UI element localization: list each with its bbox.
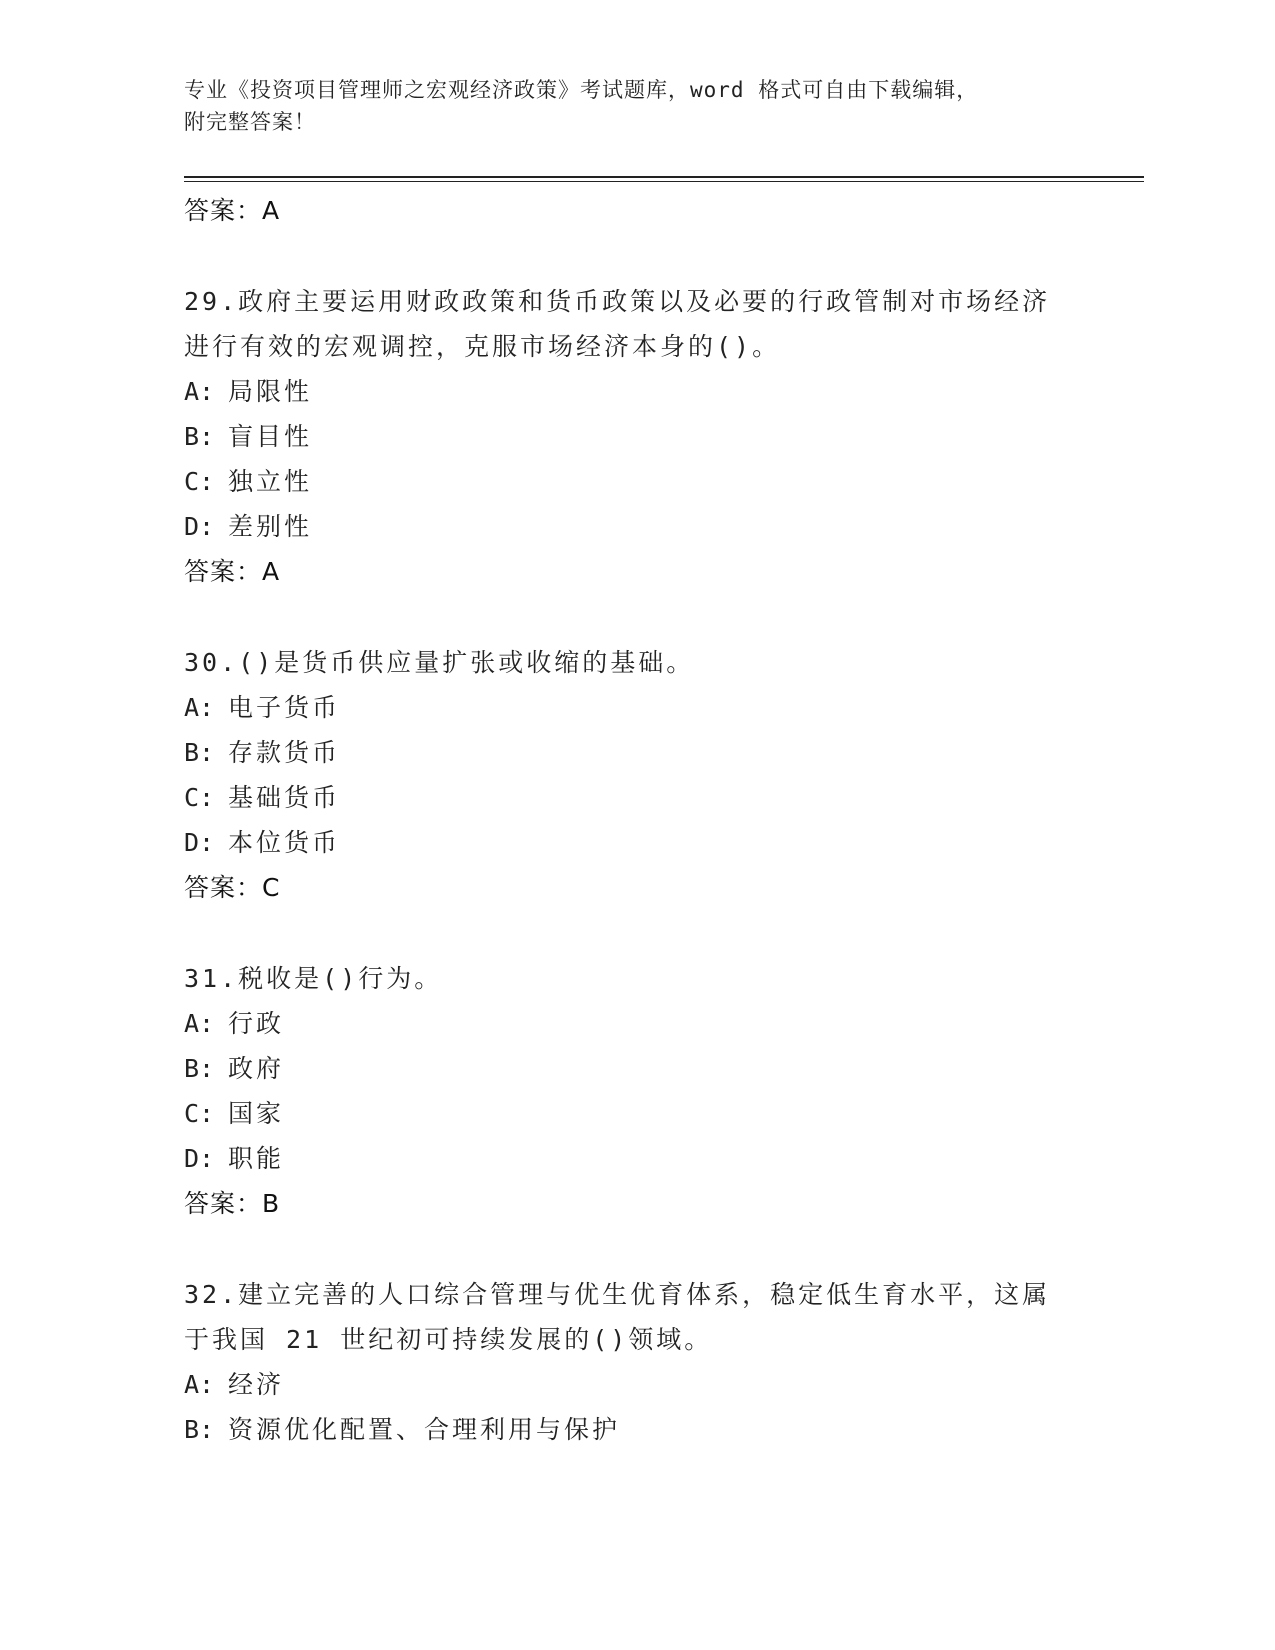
header-line-1: 专业《投资项目管理师之宏观经济政策》考试题库，word 格式可自由下载编辑，	[184, 78, 979, 102]
option-letter: B:	[184, 1054, 215, 1083]
option-text: 政府	[228, 1054, 285, 1083]
option-letter: D:	[184, 512, 215, 541]
question-text-line: 31.税收是()行为。	[184, 964, 443, 993]
option-b	[184, 1407, 1084, 1452]
question-31	[184, 956, 1084, 1226]
option-a	[184, 1362, 1084, 1407]
option-letter: C:	[184, 467, 215, 496]
option-d	[184, 504, 1084, 549]
option-a	[184, 1001, 1084, 1046]
question-text	[184, 640, 1084, 685]
question-text-line: 30.()是货币供应量扩张或收缩的基础。	[184, 648, 695, 677]
question-text	[184, 956, 1084, 1001]
option-letter: B:	[184, 1415, 215, 1444]
option-letter: C:	[184, 783, 215, 812]
previous-answer: 答案：A	[184, 196, 281, 225]
option-d	[184, 1136, 1084, 1181]
option-letter: C:	[184, 1099, 215, 1128]
question-text-line: 进行有效的宏观调控，克服市场经济本身的()。	[184, 332, 781, 361]
option-letter: A:	[184, 1370, 215, 1399]
header-line-2: 附完整答案！	[184, 110, 316, 134]
option-letter: D:	[184, 1144, 215, 1173]
option-text: 差别性	[228, 512, 313, 541]
option-letter: D:	[184, 828, 215, 857]
question-text-line: 29.政府主要运用财政政策和货币政策以及必要的行政管制对市场经济	[184, 287, 1051, 316]
option-c	[184, 775, 1084, 820]
option-a	[184, 369, 1084, 414]
option-c	[184, 1091, 1084, 1136]
option-letter: A:	[184, 377, 215, 406]
option-c	[184, 459, 1084, 504]
question-text-line: 32.建立完善的人口综合管理与优生优育体系，稳定低生育水平，这属	[184, 1280, 1051, 1309]
option-letter: B:	[184, 738, 215, 767]
option-text: 电子货币	[228, 693, 341, 722]
option-text: 行政	[228, 1009, 285, 1038]
answer-line: 答案：C	[184, 873, 281, 902]
option-text: 盲目性	[228, 422, 313, 451]
option-text: 经济	[228, 1370, 285, 1399]
option-text: 国家	[228, 1099, 285, 1128]
option-d	[184, 820, 1084, 865]
header-divider-thick	[184, 176, 1144, 178]
option-b	[184, 414, 1084, 459]
option-text: 资源优化配置、合理利用与保护	[228, 1415, 621, 1444]
question-30	[184, 640, 1084, 910]
option-text: 本位货币	[228, 828, 341, 857]
option-letter: A:	[184, 693, 215, 722]
option-text: 基础货币	[228, 783, 341, 812]
question-text	[184, 1272, 1084, 1362]
answer-line: 答案：B	[184, 1189, 281, 1218]
answer-line: 答案：A	[184, 557, 281, 586]
document-header	[184, 74, 1064, 138]
question-29	[184, 279, 1084, 594]
question-32	[184, 1272, 1084, 1452]
option-text: 独立性	[228, 467, 313, 496]
question-list	[184, 188, 1084, 1452]
option-letter: A:	[184, 1009, 215, 1038]
question-text-line: 于我国 21 世纪初可持续发展的()领域。	[184, 1325, 713, 1354]
option-text: 局限性	[228, 377, 313, 406]
option-b	[184, 730, 1084, 775]
option-letter: B:	[184, 422, 215, 451]
option-b	[184, 1046, 1084, 1091]
question-text	[184, 279, 1084, 369]
header-divider-thin	[184, 181, 1144, 182]
option-text: 存款货币	[228, 738, 341, 767]
option-text: 职能	[228, 1144, 285, 1173]
option-a	[184, 685, 1084, 730]
